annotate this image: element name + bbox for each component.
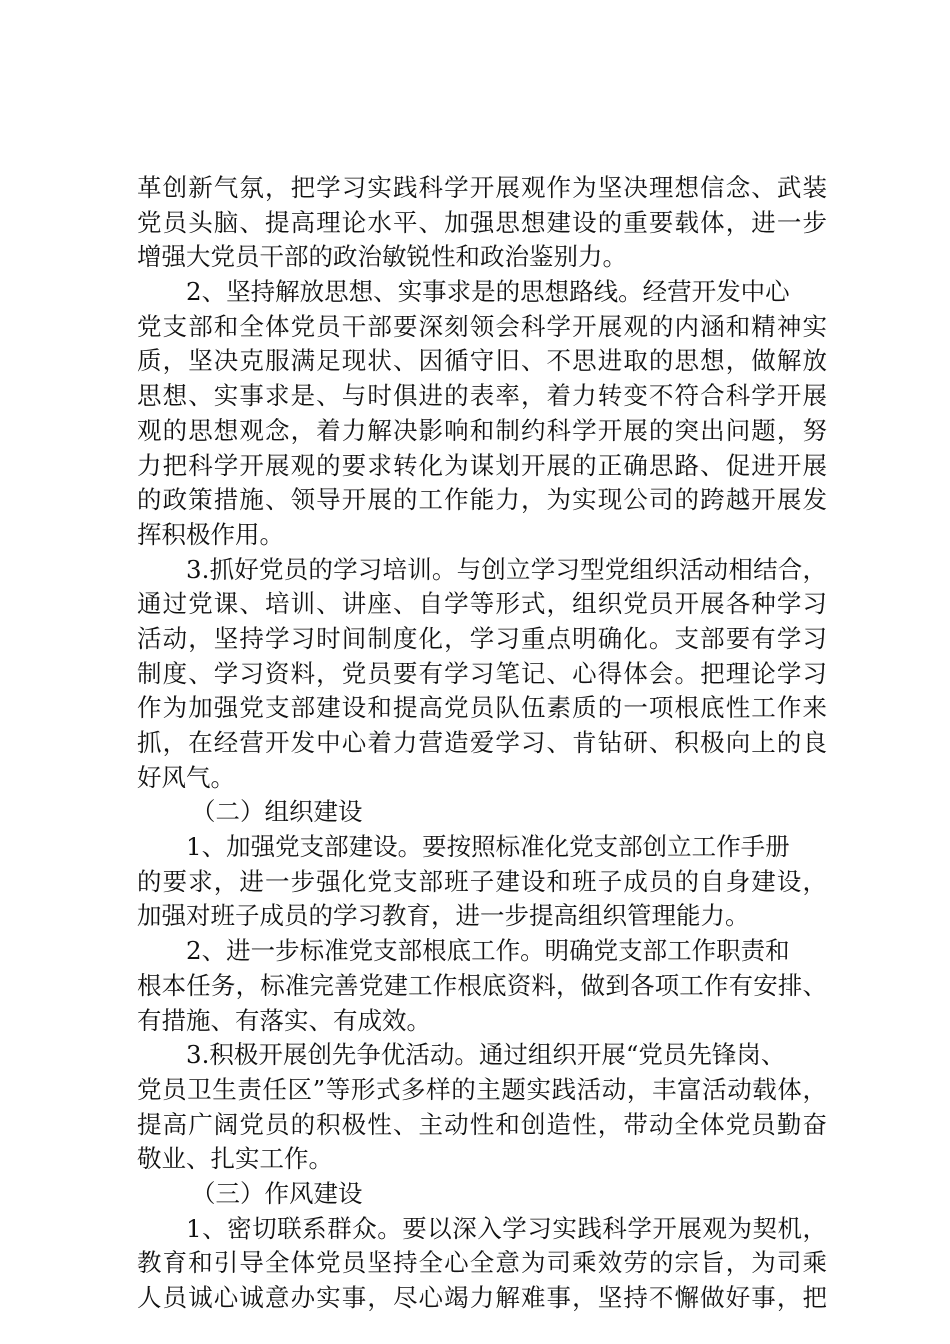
text-line: 党员卫生责任区”等形式多样的主题实践活动，丰富活动载体，: [137, 1074, 827, 1104]
text-line: 3.抓好党员的学习培训。与创立学习型党组织活动相结合，: [186, 554, 827, 584]
text-line: 2、坚持解放思想、实事求是的思想路线。经营开发中心: [186, 277, 790, 307]
text-line: 增强大党员干部的政治敏锐性和政治鉴别力。: [137, 242, 627, 272]
text-line: 挥积极作用。: [137, 519, 284, 549]
text-line: 3.积极开展创先争优活动。通过组织开展“党员先锋岗、: [186, 1040, 786, 1070]
text-line: 1、密切联系群众。要以深入学习实践科学开展观为契机，: [186, 1213, 827, 1243]
text-line: 制度、学习资料，党员要有学习笔记、心得体会。把理论学习: [137, 658, 827, 688]
text-line: 党支部和全体党员干部要深刻领会科学开展观的内涵和精神实: [137, 311, 827, 341]
text-line: 加强对班子成员的学习教育，进一步提高组织管理能力。: [137, 901, 750, 931]
text-line: 观的思想观念，着力解决影响和制约科学开展的突出问题，努: [137, 415, 827, 445]
text-line: 根本任务，标准完善党建工作根底资料，做到各项工作有安排、: [137, 970, 827, 1000]
text-line: 作为加强党支部建设和提高党员队伍素质的一项根底性工作来: [137, 693, 827, 723]
text-line: 人员诚心诚意办实事，尽心竭力解难事，坚持不懈做好事，把: [137, 1283, 827, 1312]
text-line: 力把科学开展观的要求转化为谋划开展的正确思路、促进开展: [137, 450, 827, 480]
text-line: 抓，在经营开发中心着力营造爱学习、肯钻研、积极向上的良: [137, 728, 827, 757]
text-line: 敬业、扎实工作。: [137, 1144, 333, 1174]
text-line: 质，坚决克服满足现状、因循守旧、不思进取的思想，做解放: [137, 346, 827, 376]
text-line: 活动，坚持学习时间制度化，学习重点明确化。支部要有学习: [137, 623, 827, 653]
text-line: 1、加强党支部建设。要按照标准化党支部创立工作手册: [186, 832, 790, 862]
text-line: 有措施、有落实、有成效。: [137, 1005, 431, 1035]
text-line: 教育和引导全体党员坚持全心全意为司乘效劳的宗旨，为司乘: [137, 1248, 827, 1278]
section-heading: （三）作风建设: [191, 1178, 363, 1208]
text-line: 的政策措施、领导开展的工作能力，为实现公司的跨越开展发: [137, 485, 827, 515]
text-line: 好风气。: [137, 762, 235, 792]
text-line: 党员头脑、提高理论水平、加强思想建设的重要载体，进一步: [137, 207, 827, 237]
body-text: [137, 171, 837, 1316]
text-line: 通过党课、培训、讲座、自学等形式，组织党员开展各种学习: [137, 589, 827, 619]
text-line: 2、进一步标准党支部根底工作。明确党支部工作职责和: [186, 936, 790, 966]
text-line: 的要求，进一步强化党支部班子建设和班子成员的自身建设，: [137, 866, 827, 896]
text-line: 思想、实事求是、与时俱进的表率，着力转变不符合科学开展: [137, 381, 827, 411]
text-line: 革创新气氛，把学习实践科学开展观作为坚决理想信念、武装: [137, 173, 827, 202]
section-heading: （二）组织建设: [191, 797, 363, 827]
text-line: 提高广阔党员的积极性、主动性和创造性，带动全体党员勤奋: [137, 1109, 827, 1139]
